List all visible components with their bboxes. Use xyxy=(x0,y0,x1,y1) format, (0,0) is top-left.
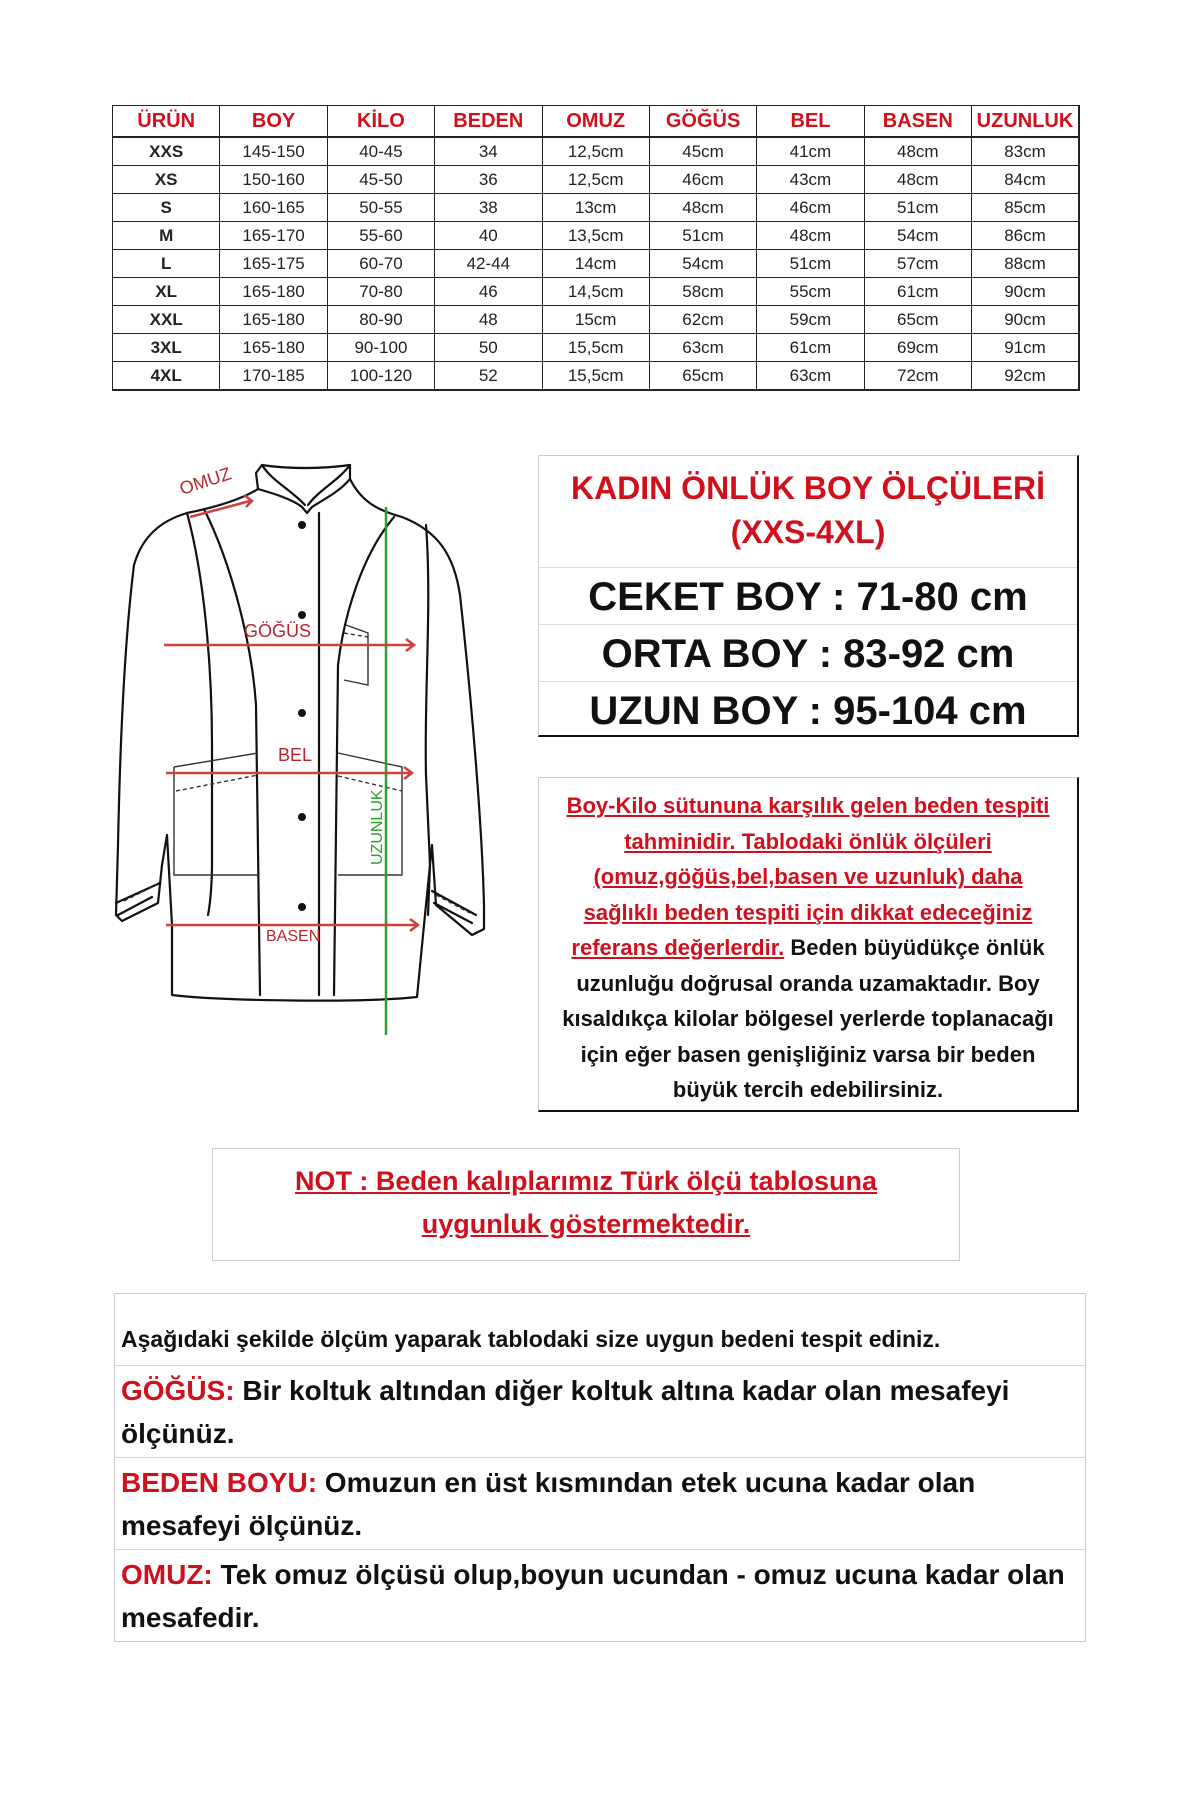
size-cell: XS xyxy=(113,166,220,194)
size-value-cell: 14,5cm xyxy=(542,278,649,306)
size-value-cell: 50 xyxy=(435,334,542,362)
size-value-cell: 41cm xyxy=(757,137,864,166)
header-gogus: GÖĞÜS xyxy=(649,106,756,138)
note-line-2: uygunluk göstermektedir. xyxy=(421,1209,751,1239)
size-value-cell: 48cm xyxy=(864,166,971,194)
size-cell: M xyxy=(113,222,220,250)
left-cuff xyxy=(116,883,160,915)
size-value-cell: 46cm xyxy=(757,194,864,222)
size-value-cell: 65cm xyxy=(864,306,971,334)
size-value-cell: 170-185 xyxy=(220,362,327,391)
size-value-cell: 90cm xyxy=(972,278,1080,306)
jacket-measurement-diagram xyxy=(112,445,492,1035)
right-sleeve-seam xyxy=(426,525,430,915)
collar-outline xyxy=(256,465,350,513)
header-urun: ÜRÜN xyxy=(113,106,220,138)
size-value-cell: 48cm xyxy=(757,222,864,250)
size-table-row xyxy=(113,194,1080,222)
size-cell: XXL xyxy=(113,306,220,334)
size-value-cell: 34 xyxy=(435,137,542,166)
size-value-cell: 51cm xyxy=(864,194,971,222)
size-value-cell: 165-180 xyxy=(220,278,327,306)
size-value-cell: 51cm xyxy=(757,250,864,278)
info-red-line: Boy-Kilo sütununa karşılık gelen beden tespiti xyxy=(566,793,1050,818)
size-value-cell: 12,5cm xyxy=(542,166,649,194)
left-pocket xyxy=(174,753,258,875)
size-value-cell: 84cm xyxy=(972,166,1080,194)
size-cell: XL xyxy=(113,278,220,306)
button xyxy=(298,521,306,529)
size-value-cell: 61cm xyxy=(864,278,971,306)
size-value-cell: 85cm xyxy=(972,194,1080,222)
size-table-row xyxy=(113,222,1080,250)
size-cell: L xyxy=(113,250,220,278)
instruction-text: Bir koltuk altından diğer koltuk altına kadar olan mesafeyi ölçünüz. xyxy=(121,1375,1010,1449)
left-pocket-stitch xyxy=(176,775,258,791)
size-value-cell: 90-100 xyxy=(327,334,434,362)
bel-label: BEL xyxy=(278,745,313,765)
size-value-cell: 40 xyxy=(435,222,542,250)
info-red-line: tahminidir. Tablodaki önlük ölçüleri xyxy=(624,828,992,854)
size-value-cell: 145-150 xyxy=(220,137,327,166)
size-value-cell: 83cm xyxy=(972,137,1080,166)
bel-measure-arrow xyxy=(166,767,412,779)
left-sleeve-seam xyxy=(187,513,212,915)
size-value-cell: 45-50 xyxy=(327,166,434,194)
collar-inner xyxy=(262,465,350,505)
size-value-cell: 48cm xyxy=(864,137,971,166)
length-sizes-title xyxy=(539,456,1077,568)
body-outline xyxy=(116,479,484,1001)
ceket-boy-row: CEKET BOY : 71-80 cm xyxy=(539,568,1077,625)
size-value-cell: 100-120 xyxy=(327,362,434,391)
size-info-box xyxy=(538,777,1079,1112)
size-value-cell: 165-180 xyxy=(220,306,327,334)
size-cell: 4XL xyxy=(113,362,220,391)
header-kilo: KİLO xyxy=(327,106,434,138)
size-value-cell: 58cm xyxy=(649,278,756,306)
size-value-cell: 50-55 xyxy=(327,194,434,222)
size-value-cell: 86cm xyxy=(972,222,1080,250)
info-red-line: referans değerlerdir. xyxy=(571,935,785,960)
measurement-instructions xyxy=(114,1293,1086,1642)
size-value-cell: 54cm xyxy=(864,222,971,250)
size-value-cell: 45cm xyxy=(649,137,756,166)
header-omuz: OMUZ xyxy=(542,106,649,138)
uzun-boy-row: UZUN BOY : 95-104 cm xyxy=(589,689,1027,733)
size-table-row xyxy=(113,306,1080,334)
size-value-cell: 12,5cm xyxy=(542,137,649,166)
size-value-cell: 92cm xyxy=(972,362,1080,391)
size-table-body xyxy=(113,137,1080,390)
info-red-line: sağlıklı beden tespiti için dikkat edeceğiniz xyxy=(583,899,1033,925)
instruction-label: GÖĞÜS: xyxy=(121,1375,235,1406)
size-value-cell: 63cm xyxy=(757,362,864,391)
size-value-cell: 36 xyxy=(435,166,542,194)
size-value-cell: 88cm xyxy=(972,250,1080,278)
instruction-gogus xyxy=(115,1366,1085,1458)
header-boy: BOY xyxy=(220,106,327,138)
instructions-intro: Aşağıdaki şekilde ölçüm yaparak tablodaki size uygun bedeni tespit ediniz. xyxy=(115,1294,1085,1366)
size-value-cell: 52 xyxy=(435,362,542,391)
size-value-cell: 150-160 xyxy=(220,166,327,194)
size-value-cell: 15,5cm xyxy=(542,362,649,391)
size-cell: S xyxy=(113,194,220,222)
size-value-cell: 55-60 xyxy=(327,222,434,250)
instruction-omuz xyxy=(115,1550,1085,1641)
header-bel: BEL xyxy=(757,106,864,138)
button xyxy=(298,813,306,821)
size-value-cell: 60-70 xyxy=(327,250,434,278)
size-value-cell: 48cm xyxy=(649,194,756,222)
gogus-label: GÖĞÜS xyxy=(244,621,312,641)
size-value-cell: 15,5cm xyxy=(542,334,649,362)
size-value-cell: 165-170 xyxy=(220,222,327,250)
size-value-cell: 91cm xyxy=(972,334,1080,362)
size-value-cell: 165-180 xyxy=(220,334,327,362)
size-value-cell: 65cm xyxy=(649,362,756,391)
orta-boy-row: ORTA BOY : 83-92 cm xyxy=(539,625,1077,682)
size-value-cell: 70-80 xyxy=(327,278,434,306)
info-black-line: kısaldıkça kilolar bölgesel yerlerde toplanacağı xyxy=(562,1006,1054,1031)
size-value-cell: 46cm xyxy=(649,166,756,194)
instruction-text: Tek omuz ölçüsü olup,boyun ucundan - omuz ucuna kadar olan mesafedir. xyxy=(121,1559,1065,1633)
size-value-cell: 54cm xyxy=(649,250,756,278)
length-sizes-title-line2: (XXS-4XL) xyxy=(730,514,886,550)
omuz-label: OMUZ xyxy=(177,463,234,499)
size-table-row xyxy=(113,166,1080,194)
size-value-cell: 46 xyxy=(435,278,542,306)
size-table-row xyxy=(113,334,1080,362)
size-table-row xyxy=(113,278,1080,306)
length-sizes-box xyxy=(538,455,1079,737)
size-table-header-row xyxy=(113,106,1080,138)
size-value-cell: 72cm xyxy=(864,362,971,391)
size-value-cell: 15cm xyxy=(542,306,649,334)
size-value-cell: 59cm xyxy=(757,306,864,334)
header-basen: BASEN xyxy=(864,106,971,138)
instruction-label: BEDEN BOYU: xyxy=(121,1467,318,1498)
info-black-text: Beden büyüdükçe önlük xyxy=(784,935,1045,960)
size-value-cell: 57cm xyxy=(864,250,971,278)
size-value-cell: 42-44 xyxy=(435,250,542,278)
note-box xyxy=(212,1148,960,1261)
uzunluk-label: UZUNLUK xyxy=(369,789,386,865)
instruction-text: Omuzun en üst kısmından etek ucuna kadar olan mesafeyi ölçünüz. xyxy=(121,1467,976,1541)
button xyxy=(298,709,306,717)
size-value-cell: 62cm xyxy=(649,306,756,334)
size-value-cell: 51cm xyxy=(649,222,756,250)
omuz-measure-arrow xyxy=(190,495,252,517)
size-value-cell: 61cm xyxy=(757,334,864,362)
size-table-row xyxy=(113,250,1080,278)
size-table xyxy=(112,105,1080,391)
size-value-cell: 13cm xyxy=(542,194,649,222)
header-beden: BEDEN xyxy=(435,106,542,138)
info-black-line: büyük tercih edebilirsiniz. xyxy=(672,1077,944,1102)
size-table-row xyxy=(113,137,1080,166)
header-uzunluk: UZUNLUK xyxy=(972,106,1080,138)
button xyxy=(298,611,306,619)
size-value-cell: 165-175 xyxy=(220,250,327,278)
info-black-line: için eğer basen genişliğiniz varsa bir beden xyxy=(580,1041,1036,1067)
size-table-row xyxy=(113,362,1080,391)
size-value-cell: 13,5cm xyxy=(542,222,649,250)
size-value-cell: 40-45 xyxy=(327,137,434,166)
chest-pocket-stitch xyxy=(344,633,368,637)
size-value-cell: 69cm xyxy=(864,334,971,362)
size-value-cell: 80-90 xyxy=(327,306,434,334)
size-cell: XXS xyxy=(113,137,220,166)
instruction-label: OMUZ: xyxy=(121,1559,213,1590)
basen-label: BASEN xyxy=(266,928,321,945)
size-cell: 3XL xyxy=(113,334,220,362)
size-value-cell: 55cm xyxy=(757,278,864,306)
size-value-cell: 43cm xyxy=(757,166,864,194)
info-black-line: uzunluğu doğrusal oranda uzamaktadır. Boy xyxy=(576,970,1040,996)
instruction-beden-boyu xyxy=(115,1458,1085,1550)
length-sizes-title-line1: KADIN ÖNLÜK BOY ÖLÇÜLERİ xyxy=(570,470,1046,506)
button xyxy=(298,903,306,911)
size-value-cell: 48 xyxy=(435,306,542,334)
right-pocket-stitch xyxy=(338,776,402,791)
info-red-line: (omuz,göğüs,bel,basen ve uzunluk) daha xyxy=(593,864,1023,889)
size-value-cell: 63cm xyxy=(649,334,756,362)
note-line-1: NOT : Beden kalıplarımız Türk ölçü tablosuna xyxy=(294,1166,878,1196)
size-value-cell: 90cm xyxy=(972,306,1080,334)
size-value-cell: 160-165 xyxy=(220,194,327,222)
size-value-cell: 14cm xyxy=(542,250,649,278)
size-value-cell: 38 xyxy=(435,194,542,222)
